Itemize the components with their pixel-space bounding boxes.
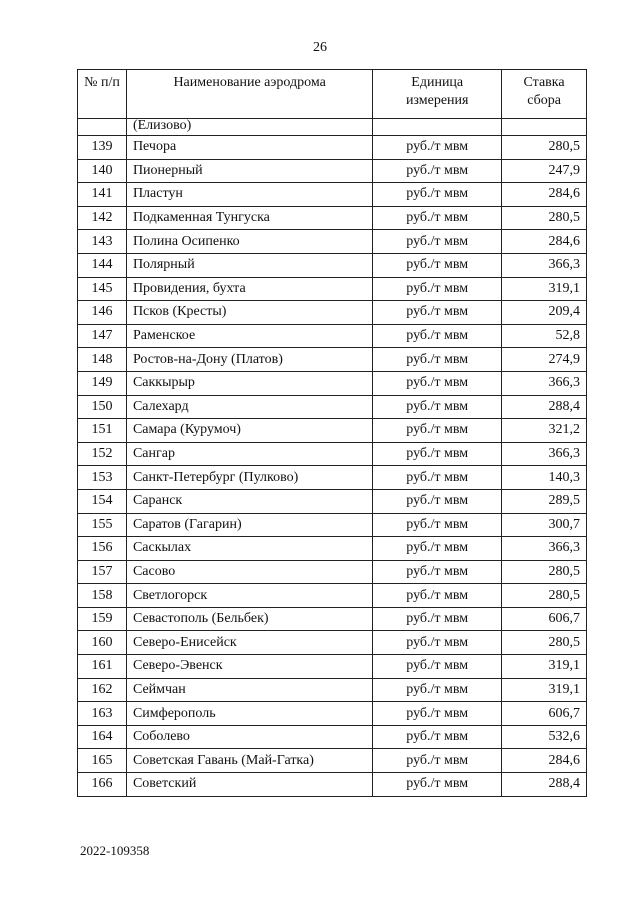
cell-num: 158 xyxy=(78,584,127,608)
cell-rate: 284,6 xyxy=(502,230,587,254)
cell-num: 150 xyxy=(78,395,127,419)
cell-name: Печора xyxy=(126,136,372,160)
cell-rate: 52,8 xyxy=(502,324,587,348)
continuation-row xyxy=(78,119,587,136)
cell-num: 148 xyxy=(78,348,127,372)
table-row xyxy=(78,725,587,749)
cell-num: 155 xyxy=(78,513,127,537)
cell-name: Сангар xyxy=(126,442,372,466)
cell-rate: 532,6 xyxy=(502,725,587,749)
cell-rate: 319,1 xyxy=(502,277,587,301)
table-row xyxy=(78,513,587,537)
cell-unit: руб./т мвм xyxy=(373,301,502,325)
cell-num xyxy=(78,119,127,136)
table-row xyxy=(78,419,587,443)
cell-num: 144 xyxy=(78,253,127,277)
cell-rate: 280,5 xyxy=(502,206,587,230)
table-row xyxy=(78,631,587,655)
table-row xyxy=(78,206,587,230)
cell-unit: руб./т мвм xyxy=(373,725,502,749)
cell-rate: 288,4 xyxy=(502,773,587,797)
cell-rate: 366,3 xyxy=(502,371,587,395)
cell-num: 156 xyxy=(78,537,127,561)
cell-rate: 247,9 xyxy=(502,159,587,183)
cell-unit: руб./т мвм xyxy=(373,183,502,207)
cell-name: Псков (Кресты) xyxy=(126,301,372,325)
cell-num: 140 xyxy=(78,159,127,183)
table-row xyxy=(78,678,587,702)
table-row xyxy=(78,702,587,726)
cell-name: Сеймчан xyxy=(126,678,372,702)
cell-name: Раменское xyxy=(126,324,372,348)
cell-rate: 288,4 xyxy=(502,395,587,419)
cell-name: Советская Гавань (Май-Гатка) xyxy=(126,749,372,773)
cell-unit: руб./т мвм xyxy=(373,702,502,726)
cell-name: Ростов-на-Дону (Платов) xyxy=(126,348,372,372)
cell-unit: руб./т мвм xyxy=(373,395,502,419)
cell-unit: руб./т мвм xyxy=(373,678,502,702)
cell-rate: 321,2 xyxy=(502,419,587,443)
cell-num: 164 xyxy=(78,725,127,749)
cell-num: 166 xyxy=(78,773,127,797)
cell-num: 146 xyxy=(78,301,127,325)
cell-name: (Елизово) xyxy=(126,119,372,136)
table-row xyxy=(78,749,587,773)
cell-unit: руб./т мвм xyxy=(373,537,502,561)
cell-num: 160 xyxy=(78,631,127,655)
cell-name: Пластун xyxy=(126,183,372,207)
header-row xyxy=(78,70,587,119)
cell-name: Самара (Курумоч) xyxy=(126,419,372,443)
cell-rate: 366,3 xyxy=(502,537,587,561)
table-body xyxy=(78,119,587,797)
table-row xyxy=(78,183,587,207)
cell-name: Саскылах xyxy=(126,537,372,561)
cell-num: 145 xyxy=(78,277,127,301)
cell-name: Северо-Эвенск xyxy=(126,655,372,679)
cell-unit: руб./т мвм xyxy=(373,631,502,655)
cell-rate: 274,9 xyxy=(502,348,587,372)
table-row xyxy=(78,136,587,160)
cell-name: Салехард xyxy=(126,395,372,419)
cell-unit: руб./т мвм xyxy=(373,206,502,230)
table-row xyxy=(78,253,587,277)
cell-name: Сасово xyxy=(126,560,372,584)
cell-num: 162 xyxy=(78,678,127,702)
cell-num: 152 xyxy=(78,442,127,466)
cell-num: 161 xyxy=(78,655,127,679)
table-row xyxy=(78,159,587,183)
document-id: 2022-109358 xyxy=(80,843,150,858)
cell-unit: руб./т мвм xyxy=(373,371,502,395)
cell-num: 153 xyxy=(78,466,127,490)
cell-unit xyxy=(373,119,502,136)
cell-rate: 284,6 xyxy=(502,183,587,207)
cell-rate: 284,6 xyxy=(502,749,587,773)
table-row xyxy=(78,395,587,419)
cell-unit: руб./т мвм xyxy=(373,513,502,537)
table-row xyxy=(78,773,587,797)
cell-unit: руб./т мвм xyxy=(373,230,502,254)
cell-unit: руб./т мвм xyxy=(373,419,502,443)
cell-name: Саранск xyxy=(126,489,372,513)
cell-unit: руб./т мвм xyxy=(373,159,502,183)
table-row xyxy=(78,371,587,395)
cell-num: 159 xyxy=(78,607,127,631)
page-number: 26 xyxy=(313,40,327,55)
cell-num: 147 xyxy=(78,324,127,348)
cell-rate: 366,3 xyxy=(502,253,587,277)
cell-rate: 140,3 xyxy=(502,466,587,490)
cell-rate: 289,5 xyxy=(502,489,587,513)
cell-name: Подкаменная Тунгуска xyxy=(126,206,372,230)
table-row xyxy=(78,324,587,348)
cell-unit: руб./т мвм xyxy=(373,749,502,773)
cell-name: Провидения, бухта xyxy=(126,277,372,301)
cell-rate: 319,1 xyxy=(502,655,587,679)
cell-rate: 280,5 xyxy=(502,136,587,160)
table-row xyxy=(78,537,587,561)
cell-name: Севастополь (Бельбек) xyxy=(126,607,372,631)
header-rate: Ставка сбора xyxy=(502,70,587,119)
table-row xyxy=(78,348,587,372)
cell-name: Полярный xyxy=(126,253,372,277)
cell-num: 165 xyxy=(78,749,127,773)
table-row xyxy=(78,301,587,325)
cell-num: 139 xyxy=(78,136,127,160)
cell-rate: 280,5 xyxy=(502,584,587,608)
table-row xyxy=(78,466,587,490)
cell-num: 154 xyxy=(78,489,127,513)
cell-unit: руб./т мвм xyxy=(373,253,502,277)
cell-num: 151 xyxy=(78,419,127,443)
table-row xyxy=(78,489,587,513)
cell-rate: 606,7 xyxy=(502,607,587,631)
cell-num: 163 xyxy=(78,702,127,726)
cell-num: 143 xyxy=(78,230,127,254)
airport-fee-table xyxy=(77,69,587,797)
cell-name: Полина Осипенко xyxy=(126,230,372,254)
cell-unit: руб./т мвм xyxy=(373,442,502,466)
cell-rate: 209,4 xyxy=(502,301,587,325)
table-row xyxy=(78,560,587,584)
cell-unit: руб./т мвм xyxy=(373,489,502,513)
cell-rate: 606,7 xyxy=(502,702,587,726)
cell-name: Саккырыр xyxy=(126,371,372,395)
cell-rate: 280,5 xyxy=(502,560,587,584)
header-unit: Единица измерения xyxy=(373,70,502,119)
table-row xyxy=(78,277,587,301)
cell-name: Пионерный xyxy=(126,159,372,183)
cell-name: Санкт-Петербург (Пулково) xyxy=(126,466,372,490)
cell-unit: руб./т мвм xyxy=(373,773,502,797)
cell-num: 149 xyxy=(78,371,127,395)
cell-num: 141 xyxy=(78,183,127,207)
cell-name: Северо-Енисейск xyxy=(126,631,372,655)
cell-rate xyxy=(502,119,587,136)
table-row xyxy=(78,442,587,466)
cell-name: Симферополь xyxy=(126,702,372,726)
cell-name: Светлогорск xyxy=(126,584,372,608)
cell-num: 142 xyxy=(78,206,127,230)
table-header xyxy=(78,70,587,119)
cell-unit: руб./т мвм xyxy=(373,584,502,608)
cell-unit: руб./т мвм xyxy=(373,560,502,584)
cell-unit: руб./т мвм xyxy=(373,136,502,160)
table-row xyxy=(78,230,587,254)
header-num: № п/п xyxy=(78,70,127,119)
cell-rate: 366,3 xyxy=(502,442,587,466)
cell-rate: 319,1 xyxy=(502,678,587,702)
table-row xyxy=(78,655,587,679)
cell-unit: руб./т мвм xyxy=(373,607,502,631)
cell-unit: руб./т мвм xyxy=(373,655,502,679)
cell-unit: руб./т мвм xyxy=(373,324,502,348)
cell-name: Саратов (Гагарин) xyxy=(126,513,372,537)
cell-name: Соболево xyxy=(126,725,372,749)
cell-num: 157 xyxy=(78,560,127,584)
cell-rate: 280,5 xyxy=(502,631,587,655)
cell-unit: руб./т мвм xyxy=(373,277,502,301)
cell-rate: 300,7 xyxy=(502,513,587,537)
cell-name: Советский xyxy=(126,773,372,797)
table-row xyxy=(78,607,587,631)
cell-unit: руб./т мвм xyxy=(373,466,502,490)
table-row xyxy=(78,584,587,608)
header-name: Наименование аэродрома xyxy=(126,70,372,119)
cell-unit: руб./т мвм xyxy=(373,348,502,372)
